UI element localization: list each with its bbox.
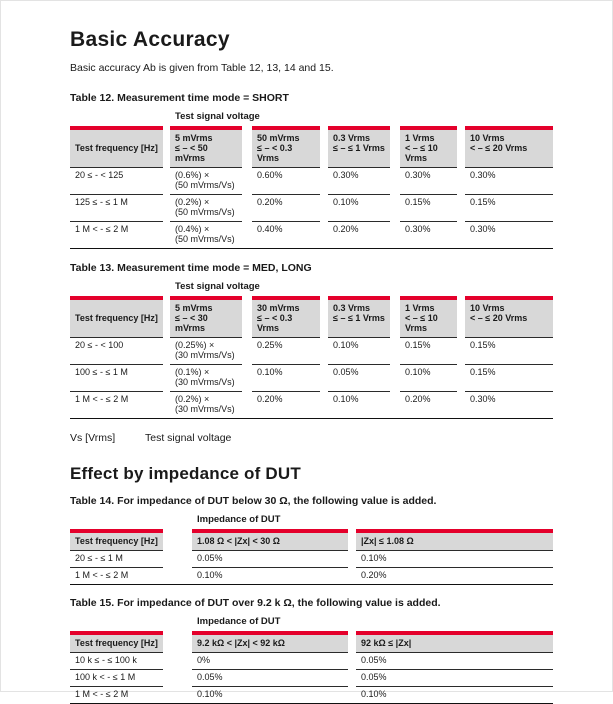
formula-line-1: (0.2%) × bbox=[175, 197, 210, 207]
voltage-header-cell bbox=[328, 126, 390, 168]
freq-cell: 10 k ≤ - ≤ 100 k bbox=[70, 653, 163, 670]
column-gap bbox=[163, 168, 170, 195]
intro-text: Basic accuracy Ab is given from Table 12, 13, 14 and 15. bbox=[70, 62, 334, 74]
formula-line-2: (30 mVrms/Vs) bbox=[175, 350, 235, 360]
formula-line-2: (30 mVrms/Vs) bbox=[175, 404, 235, 414]
column-gap bbox=[348, 653, 356, 670]
freq-cell: 1 M < - ≤ 2 M bbox=[75, 224, 129, 234]
column-gap bbox=[163, 631, 192, 653]
formula-line-1: (0.4%) × bbox=[175, 224, 210, 234]
table-13-caption: Table 13. Measurement time mode = MED, LONG bbox=[70, 262, 312, 274]
column-gap bbox=[242, 126, 252, 168]
formula-line-2: (30 mVrms/Vs) bbox=[175, 377, 235, 387]
column-gap bbox=[457, 222, 465, 248]
formula-line-1: (0.2%) × bbox=[175, 394, 210, 404]
header-line-2: ≤ – < 0.3 Vrms bbox=[257, 313, 293, 333]
column-gap bbox=[163, 568, 192, 584]
column-gap bbox=[348, 670, 356, 687]
header-line-1: 5 mVrms bbox=[175, 133, 213, 143]
freq-cell: 1 M < - ≤ 2 M bbox=[75, 689, 129, 699]
value-cell: 0.05% bbox=[356, 670, 553, 687]
value-cell: 0.15% bbox=[400, 338, 457, 365]
header-line-1: 30 mVrms bbox=[257, 303, 300, 313]
header-line-1: 1 Vrms bbox=[405, 133, 435, 143]
page-title: Basic Accuracy bbox=[70, 28, 230, 51]
value-cell: 0.20% bbox=[257, 394, 283, 404]
vs-term: Vs [Vrms] bbox=[70, 432, 116, 444]
column-gap bbox=[163, 392, 170, 418]
value-cell: 0.10% bbox=[361, 689, 387, 699]
formula-line-1: (0.1%) × bbox=[175, 367, 210, 377]
freq-cell: 20 ≤ - ≤ 1 M bbox=[70, 551, 163, 568]
column-gap bbox=[163, 653, 192, 670]
header-line-1: 10 Vrms bbox=[470, 303, 505, 313]
formula-line-2: (50 mVrms/Vs) bbox=[175, 207, 235, 217]
formula-cell bbox=[170, 392, 242, 418]
vs-definition-note bbox=[70, 432, 553, 444]
value-cell: 0.10% bbox=[197, 570, 223, 580]
voltage-header-cell bbox=[170, 126, 242, 168]
column-gap bbox=[320, 365, 328, 392]
value-cell: 0.30% bbox=[405, 224, 431, 234]
value-cell: 0.30% bbox=[470, 224, 496, 234]
column-gap bbox=[320, 296, 328, 338]
value-cell: 0.20% bbox=[405, 394, 431, 404]
value-cell: 0.15% bbox=[465, 338, 553, 365]
column-gap bbox=[390, 296, 400, 338]
column-gap bbox=[457, 365, 465, 392]
column-gap bbox=[163, 195, 170, 222]
voltage-header-cell bbox=[465, 296, 553, 338]
freq-cell: 1 M < - ≤ 2 M bbox=[75, 570, 129, 580]
header-line-2: ≤ – < 50 mVrms bbox=[175, 143, 208, 163]
table-12-group-label: Test signal voltage bbox=[175, 111, 260, 122]
formula-line-1: (0.6%) × bbox=[175, 170, 210, 180]
column-gap bbox=[163, 687, 192, 703]
column-gap bbox=[163, 529, 192, 551]
formula-cell bbox=[170, 365, 242, 392]
formula-cell bbox=[170, 195, 242, 222]
value-cell: 0.30% bbox=[400, 168, 457, 195]
table-15-caption: Table 15. For impedance of DUT over 9.2 k Ω, the following value is added. bbox=[70, 597, 441, 609]
value-cell: 0.25% bbox=[252, 338, 320, 365]
value-cell: 0% bbox=[192, 653, 348, 670]
impedance-header-cell: 92 kΩ ≤ |Zx| bbox=[356, 631, 553, 653]
header-line-1: 1 Vrms bbox=[405, 303, 435, 313]
column-gap bbox=[390, 365, 400, 392]
column-gap bbox=[242, 365, 252, 392]
formula-cell bbox=[170, 338, 242, 365]
column-gap bbox=[457, 168, 465, 195]
column-gap bbox=[457, 195, 465, 222]
column-gap bbox=[320, 222, 328, 248]
column-gap bbox=[242, 168, 252, 195]
column-gap bbox=[390, 195, 400, 222]
column-gap bbox=[320, 168, 328, 195]
freq-cell: 100 ≤ - ≤ 1 M bbox=[70, 365, 163, 392]
value-cell: 0.20% bbox=[333, 224, 359, 234]
column-gap bbox=[320, 392, 328, 418]
table-14-group-label: Impedance of DUT bbox=[197, 514, 281, 525]
column-gap bbox=[320, 195, 328, 222]
value-cell: 0.10% bbox=[252, 365, 320, 392]
formula-line-2: (50 mVrms/Vs) bbox=[175, 234, 235, 244]
value-cell: 0.05% bbox=[356, 653, 553, 670]
table-13 bbox=[70, 296, 553, 419]
value-cell: 0.20% bbox=[252, 195, 320, 222]
column-gap bbox=[320, 338, 328, 365]
voltage-header-cell bbox=[465, 126, 553, 168]
header-line-1: 0.3 Vrms bbox=[333, 133, 371, 143]
column-gap bbox=[163, 126, 170, 168]
table-14 bbox=[70, 529, 553, 585]
value-cell: 0.60% bbox=[252, 168, 320, 195]
column-gap bbox=[348, 529, 356, 551]
column-gap bbox=[242, 222, 252, 248]
column-gap bbox=[242, 296, 252, 338]
header-line-2: < – ≤ 20 Vrms bbox=[470, 313, 528, 323]
header-line-1: 50 mVrms bbox=[257, 133, 300, 143]
voltage-header-cell bbox=[400, 296, 457, 338]
header-line-1: 10 Vrms bbox=[470, 133, 505, 143]
table-12-caption: Table 12. Measurement time mode = SHORT bbox=[70, 92, 289, 104]
value-cell: 0.15% bbox=[465, 365, 553, 392]
formula-line-1: (0.25%) × bbox=[175, 340, 215, 350]
value-cell: 0.05% bbox=[328, 365, 390, 392]
value-cell: 0.10% bbox=[197, 689, 223, 699]
column-gap bbox=[390, 222, 400, 248]
column-gap bbox=[390, 338, 400, 365]
column-gap bbox=[163, 296, 170, 338]
column-gap bbox=[390, 392, 400, 418]
value-cell: 0.10% bbox=[356, 551, 553, 568]
freq-cell: 125 ≤ - ≤ 1 M bbox=[70, 195, 163, 222]
column-gap bbox=[320, 126, 328, 168]
header-line-2: < – ≤ 20 Vrms bbox=[470, 143, 528, 153]
freq-cell: 20 ≤ - < 100 bbox=[70, 338, 163, 365]
table-13-group-label: Test signal voltage bbox=[175, 281, 260, 292]
header-line-2: ≤ – ≤ 1 Vrms bbox=[333, 143, 385, 153]
column-gap bbox=[163, 365, 170, 392]
freq-cell: 1 M < - ≤ 2 M bbox=[75, 394, 129, 404]
value-cell: 0.10% bbox=[333, 394, 359, 404]
freq-header-cell: Test frequency [Hz] bbox=[70, 126, 163, 168]
column-gap bbox=[348, 631, 356, 653]
formula-line-2: (50 mVrms/Vs) bbox=[175, 180, 235, 190]
column-gap bbox=[348, 551, 356, 568]
column-gap bbox=[390, 168, 400, 195]
column-gap bbox=[242, 392, 252, 418]
value-cell: 0.20% bbox=[361, 570, 387, 580]
freq-cell: 100 k < - ≤ 1 M bbox=[70, 670, 163, 687]
vs-definition: Test signal voltage bbox=[145, 432, 232, 444]
header-line-2: ≤ – < 0.3 Vrms bbox=[257, 143, 293, 163]
column-gap bbox=[163, 222, 170, 248]
value-cell: 0.15% bbox=[400, 195, 457, 222]
header-line-1: 0.3 Vrms bbox=[333, 303, 371, 313]
value-cell: 0.30% bbox=[328, 168, 390, 195]
freq-cell: 20 ≤ - < 125 bbox=[70, 168, 163, 195]
table-14-caption: Table 14. For impedance of DUT below 30 Ω, the following value is added. bbox=[70, 495, 437, 507]
table-12 bbox=[70, 126, 553, 249]
column-gap bbox=[348, 687, 356, 703]
table-15-group-label: Impedance of DUT bbox=[197, 616, 281, 627]
column-gap bbox=[163, 338, 170, 365]
voltage-header-cell bbox=[170, 296, 242, 338]
value-cell: 0.15% bbox=[465, 195, 553, 222]
value-cell: 0.30% bbox=[470, 394, 496, 404]
freq-header-cell: Test frequency [Hz] bbox=[70, 631, 163, 653]
header-line-2: < – ≤ 10 Vrms bbox=[405, 143, 438, 163]
impedance-header-cell: |Zx| ≤ 1.08 Ω bbox=[356, 529, 553, 551]
voltage-header-cell bbox=[252, 296, 320, 338]
value-cell: 0.30% bbox=[465, 168, 553, 195]
column-gap bbox=[457, 296, 465, 338]
column-gap bbox=[242, 338, 252, 365]
column-gap bbox=[457, 126, 465, 168]
column-gap bbox=[390, 126, 400, 168]
header-line-1: 5 mVrms bbox=[175, 303, 213, 313]
voltage-header-cell bbox=[252, 126, 320, 168]
value-cell: 0.10% bbox=[328, 195, 390, 222]
value-cell: 0.40% bbox=[257, 224, 283, 234]
freq-header-cell: Test frequency [Hz] bbox=[70, 529, 163, 551]
section-title-impedance: Effect by impedance of DUT bbox=[70, 464, 301, 483]
impedance-header-cell: 9.2 kΩ < |Zx| < 92 kΩ bbox=[192, 631, 348, 653]
value-cell: 0.05% bbox=[192, 670, 348, 687]
value-cell: 0.05% bbox=[192, 551, 348, 568]
column-gap bbox=[163, 551, 192, 568]
column-gap bbox=[163, 670, 192, 687]
column-gap bbox=[457, 392, 465, 418]
header-line-2: ≤ – < 30 mVrms bbox=[175, 313, 208, 333]
formula-cell bbox=[170, 222, 242, 248]
header-line-2: < – ≤ 10 Vrms bbox=[405, 313, 438, 333]
table-15 bbox=[70, 631, 553, 704]
formula-cell bbox=[170, 168, 242, 195]
column-gap bbox=[348, 568, 356, 584]
column-gap bbox=[242, 195, 252, 222]
value-cell: 0.10% bbox=[400, 365, 457, 392]
header-line-2: ≤ – ≤ 1 Vrms bbox=[333, 313, 385, 323]
value-cell: 0.10% bbox=[328, 338, 390, 365]
voltage-header-cell bbox=[328, 296, 390, 338]
impedance-header-cell: 1.08 Ω < |Zx| < 30 Ω bbox=[192, 529, 348, 551]
freq-header-cell: Test frequency [Hz] bbox=[70, 296, 163, 338]
column-gap bbox=[457, 338, 465, 365]
voltage-header-cell bbox=[400, 126, 457, 168]
